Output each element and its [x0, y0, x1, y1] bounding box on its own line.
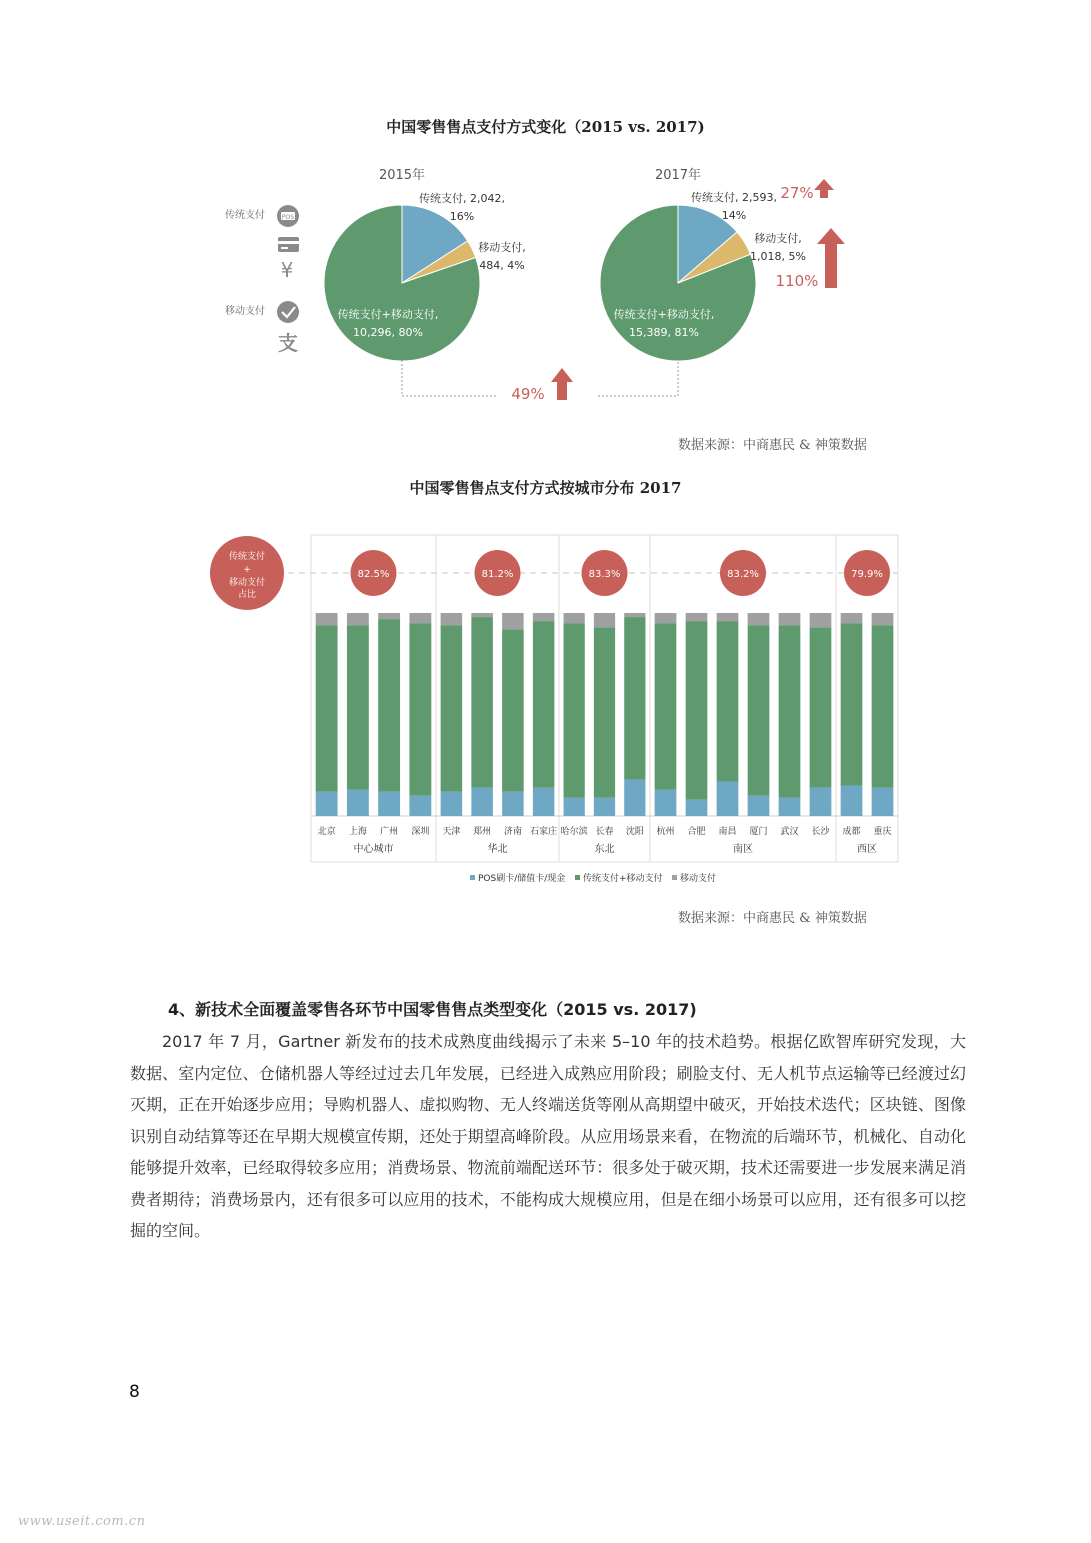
region-share-value: 79.9% [851, 569, 883, 580]
legend-mobile-label: 移动支付 [225, 306, 265, 317]
region-label: 南区 [733, 844, 753, 855]
bar-segment [409, 613, 431, 623]
growth-mobile-arrow-icon [817, 228, 845, 288]
bar-segment [624, 779, 645, 816]
region-share-value: 83.3% [588, 569, 621, 580]
city-tick-label: 郑州 [473, 827, 492, 837]
city-tick-label: 北京 [317, 827, 336, 837]
pie-2015-traditional-pct: 16% [449, 210, 475, 223]
legend-swatch [575, 875, 580, 880]
legend-swatch [470, 875, 475, 880]
pie-2017-mobile-value: 1,018, 5% [750, 250, 806, 263]
section-4-body: 2017 年 7 月，Gartner 新发布的技术成熟度曲线揭示了未来 5–10 年的技术趋势。根据亿欧智库研究发现，大数据、室内定位、仓储机器人等经过过去几年发展，已经进入成熟应用阶段；刷脸支付、无人机节点运输等已经渡过幻灭期，正在开始逐步应用；导购机器人、虚拟购物、无人终端送货等刚从高期望中破灭，开始技术迭代；区块链、图像识别自动结算等还在早期大规模宣传期，还处于期望高峰阶段。从应用场景来看，在物流的后端环节，机械化、自动化能够提升效率，已经取得较多应用；消费场景、物流前端配送环节：很多处于破灭期，技术还需要进一步发展来满足消费者期待；消费场景内，还有很多可以应用的技术，不能构成大规模应用，但是在细小场景可以应用，还有很多可以挖掘的空间。 [130, 1032, 966, 1240]
bar-segment [347, 625, 369, 789]
bar-segment [378, 792, 400, 816]
bar-segment [533, 788, 555, 816]
bar-segment [347, 613, 369, 625]
city-tick-label: 重庆 [873, 827, 892, 837]
bar-segment [624, 613, 645, 617]
region-label: 中心城市 [353, 844, 394, 855]
city-tick-label: 长春 [595, 827, 614, 837]
region-share-value: 83.2% [727, 569, 759, 580]
bar-segment [533, 613, 555, 621]
svg-text:POS: POS [281, 214, 295, 221]
pie-chart-title: 中国零售售点支付方式变化（2015 vs. 2017) [386, 118, 705, 136]
region-share-value: 81.2% [481, 569, 514, 580]
bar-segment [347, 790, 369, 816]
bar-segment [841, 623, 863, 785]
side-badge-line-3: 移动支付 [228, 578, 266, 588]
city-tick-label: 济南 [503, 827, 522, 837]
bar-segment [378, 619, 400, 792]
side-badge-line-1: 传统支付 [228, 552, 266, 562]
bar-segment [717, 613, 739, 621]
region-label: 华北 [487, 844, 508, 855]
pie-2015-both-value: 10,296, 80% [353, 326, 423, 339]
bar-segment [717, 621, 739, 781]
city-tick-label: 上海 [348, 827, 367, 837]
region-label: 东北 [594, 844, 615, 855]
bar-segment [441, 613, 463, 625]
bar-segment [810, 788, 832, 816]
bar-segment [748, 613, 770, 625]
bar-segment [409, 796, 431, 816]
bar-segment [594, 627, 615, 798]
bar-segment [655, 790, 677, 816]
bar-segment [502, 629, 524, 791]
city-tick-label: 厦门 [749, 827, 768, 837]
pie-2017-traditional-pct: 14% [721, 209, 747, 222]
wechat-pay-icon [277, 301, 299, 323]
city-tick-label: 沈阳 [625, 827, 644, 837]
bar-segment [810, 627, 832, 787]
pie-2017-both-value: 15,389, 81% [629, 326, 699, 339]
side-badge [210, 536, 284, 610]
bar-segment [564, 613, 585, 623]
bar-segment [810, 613, 832, 627]
city-tick-label: 广州 [380, 827, 399, 837]
page-number: 8 [129, 1382, 140, 1402]
bar-segment [779, 625, 801, 798]
growth-traditional-arrow-icon [814, 179, 834, 198]
bar-segment [441, 625, 463, 791]
bar-data-source: 数据来源：中商惠民 & 神策数据 [678, 911, 867, 926]
bar-segment [471, 788, 493, 816]
city-tick-label: 武汉 [780, 827, 799, 837]
pie-2015-traditional-label: 传统支付, 2,042, [419, 192, 505, 205]
bar-segment [533, 621, 555, 787]
pie-2017-traditional-label: 传统支付, 2,593, [691, 191, 777, 204]
bar-segment [686, 800, 708, 816]
pos-icon [277, 205, 299, 227]
watermark: www.useit.com.cn [18, 1514, 146, 1529]
year-label-2015: 2015年 [378, 168, 426, 183]
alipay-icon: 支 [278, 331, 298, 355]
city-tick-label: 杭州 [656, 827, 675, 837]
pie-charts-figure [0, 150, 1091, 460]
city-tick-label: 石家庄 [530, 827, 558, 837]
bar-segment [378, 613, 400, 619]
year-label-2017: 2017年 [654, 168, 702, 183]
side-badge-line-4: 占比 [237, 590, 257, 600]
bar-segment [316, 792, 338, 816]
city-tick-label: 长沙 [811, 827, 830, 837]
legend-label: POS刷卡/储值卡/现金 [478, 874, 566, 884]
bar-segment [841, 786, 863, 816]
bar-legend [470, 872, 716, 884]
bar-segment [564, 798, 585, 816]
bar-segment [717, 781, 739, 816]
pie-2015-both-label: 传统支付+移动支付, [337, 308, 439, 321]
bar-segment [748, 625, 770, 796]
pie-2017-mobile-label: 移动支付, [754, 232, 802, 245]
pie-2015-mobile-value: 484, 4% [479, 259, 525, 272]
bar-segment [748, 796, 770, 816]
pie-2017-both-label: 传统支付+移动支付, [613, 308, 715, 321]
city-tick-label: 成都 [842, 827, 861, 837]
region-label: 西区 [857, 844, 877, 855]
bar-segment [779, 613, 801, 625]
bar-segment [655, 613, 677, 623]
legend-swatch [672, 875, 677, 880]
bar-segment [409, 623, 431, 796]
city-tick-label: 哈尔滨 [560, 827, 588, 837]
growth-traditional-text: 27% [780, 184, 814, 202]
card-icon [278, 237, 299, 252]
bar-segment [841, 613, 863, 623]
legend-traditional-label: 传统支付 [225, 210, 265, 221]
bar-segment [872, 788, 894, 816]
city-tick-label: 天津 [442, 827, 461, 837]
bar-segment [594, 798, 615, 816]
bar-segment [564, 623, 585, 798]
legend-label: 传统支付+移动支付 [583, 874, 663, 884]
bar-segment [655, 623, 677, 789]
bar-segment [872, 613, 894, 625]
bar-segment [686, 621, 708, 800]
bar-segment [471, 617, 493, 788]
bar-segment [624, 617, 645, 779]
cash-yen-icon: ¥ [280, 258, 294, 282]
pie-data-source: 数据来源：中商惠民 & 神策数据 [678, 438, 867, 453]
bar-segment [441, 792, 463, 816]
bar-marks [316, 550, 894, 816]
bar-segment [872, 625, 894, 787]
bar-segment [686, 613, 708, 621]
growth-mobile-text: 110% [775, 272, 819, 290]
bar-segment [316, 625, 338, 791]
bar-segment [471, 613, 493, 617]
bar-segment [502, 792, 524, 816]
growth-both-arrow-icon [551, 368, 573, 400]
city-tick-label: 合肥 [687, 827, 706, 837]
bar-segment [779, 798, 801, 816]
side-badge-line-2: + [243, 565, 251, 575]
bar-segment [316, 613, 338, 625]
pie-2015-mobile-label: 移动支付, [478, 241, 526, 254]
bar-segment [502, 613, 524, 629]
bar-segment [594, 613, 615, 627]
bar-chart-title: 中国零售售点支付方式按城市分布 2017 [409, 479, 682, 497]
city-tick-label: 深圳 [411, 827, 430, 837]
city-bar-chart [0, 525, 1091, 895]
growth-both-text: 49% [511, 385, 545, 403]
city-tick-label: 南昌 [718, 827, 737, 837]
section-4-heading: 4、新技术全面覆盖零售各环节中国零售售点类型变化（2015 vs. 2017) [168, 1000, 697, 1019]
legend-label: 移动支付 [680, 874, 717, 884]
region-share-value: 82.5% [357, 569, 390, 580]
